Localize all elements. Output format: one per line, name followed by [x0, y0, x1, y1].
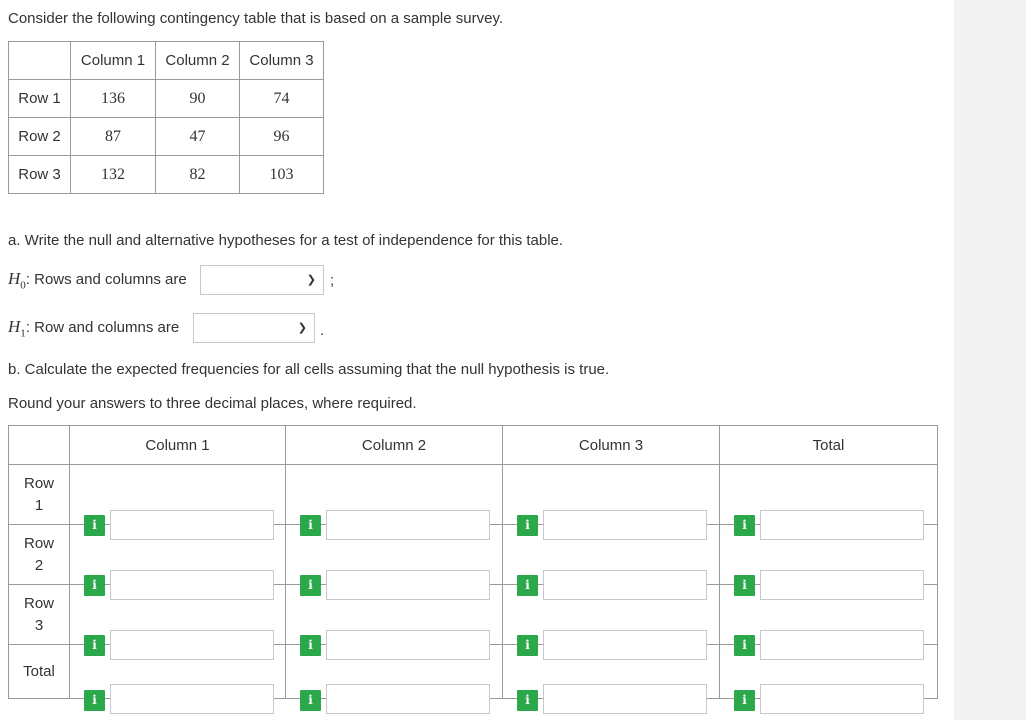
- column-header: Column 3: [503, 426, 720, 465]
- column-header: Column 1: [71, 42, 156, 80]
- chevron-down-icon: ❯: [297, 322, 307, 334]
- table-cell: 96: [240, 118, 324, 156]
- corner-cell: [9, 42, 71, 80]
- table-row: [9, 156, 324, 194]
- answer-cell: [286, 525, 503, 592]
- answer-cell: [70, 465, 286, 532]
- answer-input[interactable]: [543, 684, 707, 714]
- info-icon[interactable]: i: [300, 635, 321, 656]
- h0-statement: [8, 269, 187, 291]
- answer-input[interactable]: [760, 684, 924, 714]
- table-row: [9, 42, 324, 80]
- row-label: Total: [9, 645, 70, 699]
- answer-cell: [503, 645, 720, 707]
- info-icon[interactable]: i: [84, 635, 105, 656]
- row-label: Row 1: [9, 465, 70, 525]
- part-a-prompt: a. Write the null and alternative hypotheses for a test of independence for this table.: [8, 232, 564, 249]
- answer-cell: [720, 465, 938, 532]
- corner-cell: [9, 426, 70, 465]
- column-header: Column 1: [70, 426, 286, 465]
- info-icon[interactable]: i: [734, 515, 755, 536]
- table-row: [9, 426, 938, 465]
- row-label: Row 3: [9, 156, 71, 194]
- row-label: Row 3: [9, 585, 70, 645]
- answer-cell: [70, 525, 286, 592]
- answer-input[interactable]: [326, 684, 490, 714]
- h1-statement: [8, 317, 179, 339]
- answer-cell: [503, 585, 720, 652]
- info-icon[interactable]: i: [517, 575, 538, 596]
- answer-cell: [720, 525, 938, 592]
- column-header: Column 3: [240, 42, 324, 80]
- info-icon[interactable]: i: [84, 690, 105, 711]
- info-icon[interactable]: i: [84, 575, 105, 596]
- row-label: Row 2: [9, 118, 71, 156]
- info-icon[interactable]: i: [734, 690, 755, 711]
- table-cell: 74: [240, 80, 324, 118]
- answer-cell: [503, 525, 720, 592]
- column-header: Total: [720, 426, 938, 465]
- answer-cell: [286, 585, 503, 652]
- info-icon[interactable]: i: [517, 515, 538, 536]
- h0-select[interactable]: [200, 265, 324, 295]
- chevron-down-icon: ❯: [306, 274, 316, 286]
- h0-semicolon: ;: [330, 272, 335, 289]
- table-row: [9, 465, 938, 525]
- answer-input[interactable]: [110, 684, 274, 714]
- table-cell: 132: [71, 156, 156, 194]
- table-cell: 87: [71, 118, 156, 156]
- h1-symbol: $H_1$: [8, 317, 26, 340]
- info-icon[interactable]: i: [517, 690, 538, 711]
- row-label: Row 1: [9, 80, 71, 118]
- info-icon[interactable]: i: [300, 575, 321, 596]
- intro-text: Consider the following contingency table that is based on a sample survey.: [8, 10, 504, 27]
- table-cell: 90: [156, 80, 240, 118]
- table-row: [9, 80, 324, 118]
- part-b-prompt: b. Calculate the expected frequencies for all cells assuming that the null hypothesis is true.: [8, 361, 610, 378]
- table-row: [9, 525, 938, 585]
- round-note: Round your answers to three decimal places, where required.: [8, 395, 417, 412]
- info-icon[interactable]: i: [300, 690, 321, 711]
- info-icon[interactable]: i: [84, 515, 105, 536]
- table-cell: 136: [71, 80, 156, 118]
- answer-cell: [720, 585, 938, 652]
- table-cell: 82: [156, 156, 240, 194]
- answer-cell: [70, 645, 286, 707]
- table-row: [9, 645, 938, 699]
- h1-text: : Row and columns are: [25, 319, 180, 336]
- h1-period: .: [320, 322, 325, 339]
- answer-cell: [70, 585, 286, 652]
- table-row: [9, 585, 938, 645]
- expected-frequency-table: [8, 425, 938, 707]
- row-label: Row 2: [9, 525, 70, 585]
- column-header: Column 2: [156, 42, 240, 80]
- table-row: [9, 118, 324, 156]
- h0-text: : Rows and columns are: [25, 271, 187, 288]
- info-icon[interactable]: i: [517, 635, 538, 656]
- side-band: [954, 0, 1026, 720]
- info-icon[interactable]: i: [734, 635, 755, 656]
- info-icon[interactable]: i: [300, 515, 321, 536]
- h0-symbol: $H_0$: [8, 269, 26, 292]
- column-header: Column 2: [286, 426, 503, 465]
- contingency-table: [8, 41, 324, 194]
- answer-cell: [286, 465, 503, 532]
- answer-cell: [720, 645, 938, 707]
- table-cell: 103: [240, 156, 324, 194]
- answer-cell: [286, 645, 503, 707]
- h1-select[interactable]: [193, 313, 315, 343]
- info-icon[interactable]: i: [734, 575, 755, 596]
- table-cell: 47: [156, 118, 240, 156]
- answer-cell: [503, 465, 720, 532]
